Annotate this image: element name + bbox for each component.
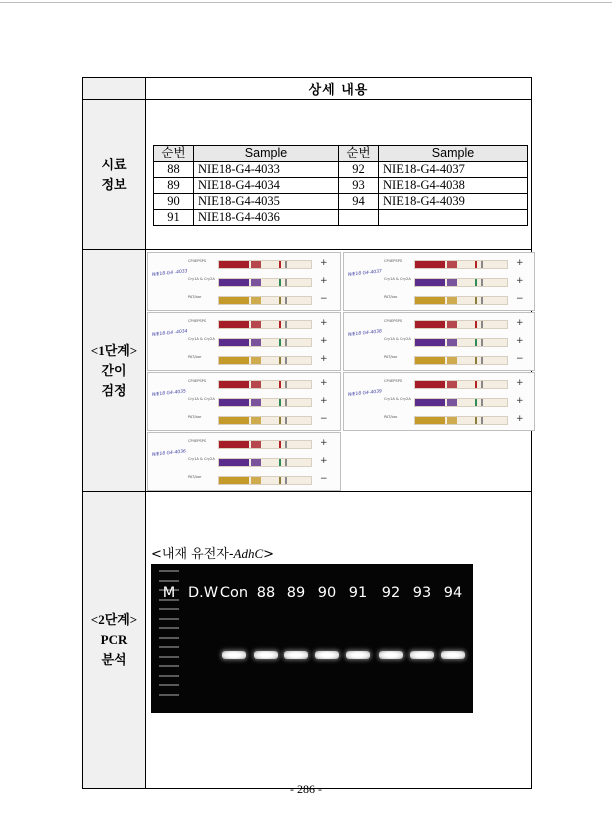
control-line bbox=[481, 261, 483, 268]
sample-pad bbox=[415, 279, 445, 286]
stage2-label: <2단계> PCR 분석 bbox=[83, 492, 146, 789]
control-line bbox=[285, 459, 287, 466]
strip-test-panel bbox=[343, 372, 535, 431]
test-strip bbox=[188, 377, 313, 391]
result-sign: + bbox=[516, 396, 524, 406]
ladder-band bbox=[159, 570, 179, 572]
ladder-band bbox=[159, 694, 179, 696]
test-strip bbox=[384, 257, 509, 271]
strip-body bbox=[218, 260, 312, 269]
conjugate-pad bbox=[251, 417, 261, 424]
sample-table-header: 순번 Sample 순번 Sample bbox=[154, 146, 528, 162]
test-line bbox=[475, 261, 477, 268]
test-line bbox=[475, 321, 477, 328]
sample-info-cell bbox=[146, 100, 532, 250]
strip-test-panel bbox=[147, 372, 341, 431]
lane-label: 90 bbox=[317, 585, 337, 601]
result-sign: + bbox=[320, 336, 328, 346]
strip-test-panel bbox=[147, 312, 341, 371]
result-sign: − bbox=[320, 474, 328, 484]
ladder-band bbox=[159, 646, 179, 648]
strip-label: Cry1A & Cry2A bbox=[188, 277, 215, 281]
test-strip bbox=[188, 353, 313, 367]
handwritten-sample-label: NIE18 G4-4036 bbox=[151, 449, 187, 458]
result-sign: + bbox=[320, 258, 328, 268]
test-line bbox=[279, 321, 281, 328]
control-line bbox=[285, 261, 287, 268]
strip-label: CP4EPSPS bbox=[188, 379, 207, 383]
conjugate-pad bbox=[251, 399, 261, 406]
test-strip bbox=[384, 413, 509, 427]
strip-body bbox=[218, 278, 312, 287]
strip-body bbox=[414, 416, 508, 425]
test-strip bbox=[188, 473, 313, 487]
sample-pad bbox=[415, 381, 445, 388]
top-rule bbox=[0, 2, 612, 3]
detail-header: 상세 내용 bbox=[146, 78, 532, 100]
strip-label: CP4EPSPS bbox=[188, 319, 207, 323]
conjugate-pad bbox=[447, 381, 457, 388]
pcr-band bbox=[346, 651, 370, 659]
conjugate-pad bbox=[447, 261, 457, 268]
strip-body bbox=[218, 416, 312, 425]
strip-body bbox=[218, 476, 312, 485]
test-line bbox=[279, 339, 281, 346]
test-strip bbox=[188, 257, 313, 271]
test-strip bbox=[384, 293, 509, 307]
conjugate-pad bbox=[251, 261, 261, 268]
strip-body bbox=[414, 296, 508, 305]
lane-label: 93 bbox=[412, 585, 432, 601]
control-line bbox=[285, 357, 287, 364]
header-side-cell bbox=[83, 78, 146, 100]
conjugate-pad bbox=[447, 339, 457, 346]
stage2-cell bbox=[146, 492, 532, 789]
sample-pad bbox=[219, 381, 249, 388]
conjugate-pad bbox=[447, 417, 457, 424]
control-line bbox=[481, 381, 483, 388]
strip-body bbox=[218, 296, 312, 305]
handwritten-sample-label: NIE18 G4-4035 bbox=[151, 389, 187, 398]
ladder-band bbox=[159, 618, 179, 620]
result-sign: − bbox=[516, 354, 524, 364]
conjugate-pad bbox=[251, 477, 261, 484]
result-sign: + bbox=[320, 378, 328, 388]
ladder-band bbox=[159, 637, 179, 639]
strip-test-panel bbox=[147, 252, 341, 311]
sample-pad bbox=[415, 297, 445, 304]
test-line bbox=[475, 381, 477, 388]
strip-label: CP4EPSPS bbox=[384, 379, 403, 383]
test-strip bbox=[384, 353, 509, 367]
strip-body bbox=[218, 338, 312, 347]
pcr-band bbox=[441, 651, 465, 659]
lane-label: 88 bbox=[256, 585, 276, 601]
test-line bbox=[475, 279, 477, 286]
ladder-band bbox=[159, 675, 179, 677]
table-row: 89 NIE18-G4-4034 93 NIE18-G4-4038 bbox=[154, 178, 528, 194]
lane-label: M bbox=[162, 585, 176, 601]
strip-body bbox=[414, 320, 508, 329]
lane-label: 92 bbox=[381, 585, 401, 601]
control-line bbox=[481, 339, 483, 346]
strip-test-grid bbox=[146, 250, 531, 491]
test-line bbox=[279, 417, 281, 424]
result-sign: + bbox=[516, 318, 524, 328]
test-line bbox=[475, 417, 477, 424]
test-strip bbox=[188, 437, 313, 451]
table-row: 91 NIE18-G4-4036 bbox=[154, 210, 528, 226]
strip-label: CP4EPSPS bbox=[188, 439, 207, 443]
strip-label: CP4EPSPS bbox=[384, 259, 403, 263]
test-line bbox=[475, 357, 477, 364]
table-row: 88 NIE18-G4-4033 92 NIE18-G4-4037 bbox=[154, 162, 528, 178]
control-line bbox=[285, 417, 287, 424]
control-line bbox=[481, 417, 483, 424]
sample-info-label: 시료 정보 bbox=[83, 100, 146, 250]
ladder-band bbox=[159, 627, 179, 629]
conjugate-pad bbox=[251, 297, 261, 304]
strip-body bbox=[414, 398, 508, 407]
detail-table bbox=[82, 77, 532, 789]
conjugate-pad bbox=[251, 321, 261, 328]
handwritten-sample-label: NIE18-G4 -4034 bbox=[151, 329, 188, 338]
sample-pad bbox=[219, 339, 249, 346]
test-strip bbox=[188, 413, 313, 427]
strip-body bbox=[218, 380, 312, 389]
control-line bbox=[481, 297, 483, 304]
sample-pad bbox=[219, 321, 249, 328]
sample-pad bbox=[219, 261, 249, 268]
strip-label: PAT/bar bbox=[188, 475, 202, 479]
gel-caption: <내재 유전자-AdhC> bbox=[151, 546, 275, 562]
handwritten-sample-label: NIE18 G4-4038 bbox=[347, 329, 383, 338]
strip-label: Cry1A & Cry2A bbox=[188, 397, 215, 401]
result-sign: + bbox=[320, 396, 328, 406]
strip-body bbox=[414, 356, 508, 365]
strip-label: Cry1A & Cry2A bbox=[188, 457, 215, 461]
test-strip bbox=[188, 335, 313, 349]
sample-pad bbox=[415, 399, 445, 406]
control-line bbox=[285, 297, 287, 304]
pcr-band bbox=[379, 651, 403, 659]
strip-body bbox=[218, 458, 312, 467]
strip-test-panel bbox=[343, 312, 535, 371]
strip-body bbox=[414, 380, 508, 389]
handwritten-sample-label: NIE18-G4 -4033 bbox=[151, 269, 188, 278]
ladder-band bbox=[159, 608, 179, 610]
test-line bbox=[279, 477, 281, 484]
strip-label: PAT/bar bbox=[188, 415, 202, 419]
sample-pad bbox=[415, 417, 445, 424]
test-line bbox=[279, 297, 281, 304]
control-line bbox=[285, 441, 287, 448]
control-line bbox=[285, 381, 287, 388]
sample-pad bbox=[415, 357, 445, 364]
strip-label: Cry1A & Cry2A bbox=[188, 337, 215, 341]
control-line bbox=[285, 339, 287, 346]
pcr-gel-image bbox=[151, 564, 473, 713]
ladder-band bbox=[159, 684, 179, 686]
lane-label: D.W bbox=[187, 585, 219, 601]
stage1-cell bbox=[146, 250, 532, 492]
pcr-band bbox=[254, 651, 278, 659]
test-strip bbox=[188, 293, 313, 307]
test-strip bbox=[188, 455, 313, 469]
strip-body bbox=[218, 356, 312, 365]
result-sign: − bbox=[320, 294, 328, 304]
test-line bbox=[279, 261, 281, 268]
test-strip bbox=[188, 317, 313, 331]
test-line bbox=[279, 279, 281, 286]
result-sign: + bbox=[320, 354, 328, 364]
table-row: 90 NIE18-G4-4035 94 NIE18-G4-4039 bbox=[154, 194, 528, 210]
control-line bbox=[285, 399, 287, 406]
result-sign: + bbox=[516, 336, 524, 346]
test-line bbox=[279, 357, 281, 364]
lane-label: 91 bbox=[348, 585, 368, 601]
handwritten-sample-label: NIE18 G4-4037 bbox=[347, 269, 383, 278]
test-strip bbox=[384, 317, 509, 331]
ladder-band bbox=[159, 665, 179, 667]
result-sign: + bbox=[516, 276, 524, 286]
strip-label: CP4EPSPS bbox=[384, 319, 403, 323]
conjugate-pad bbox=[447, 399, 457, 406]
strip-test-panel bbox=[343, 252, 535, 311]
stage1-label: <1단계> 간이 검정 bbox=[83, 250, 146, 492]
sample-pad bbox=[415, 261, 445, 268]
lane-label: 94 bbox=[443, 585, 463, 601]
handwritten-sample-label: NIE18 G4-4039 bbox=[347, 389, 383, 398]
test-strip bbox=[188, 275, 313, 289]
sample-pad bbox=[219, 417, 249, 424]
control-line bbox=[481, 399, 483, 406]
control-line bbox=[285, 279, 287, 286]
conjugate-pad bbox=[251, 279, 261, 286]
sample-table bbox=[153, 145, 528, 226]
test-line bbox=[475, 339, 477, 346]
result-sign: + bbox=[320, 318, 328, 328]
strip-label: Cry1A & Cry2A bbox=[384, 337, 411, 341]
pcr-band bbox=[222, 651, 246, 659]
result-sign: + bbox=[516, 414, 524, 424]
strip-body bbox=[414, 338, 508, 347]
control-line bbox=[481, 321, 483, 328]
control-line bbox=[285, 477, 287, 484]
sample-pad bbox=[219, 357, 249, 364]
test-line bbox=[279, 441, 281, 448]
result-sign: + bbox=[516, 258, 524, 268]
result-sign: + bbox=[320, 438, 328, 448]
strip-label: PAT/bar bbox=[384, 295, 398, 299]
strip-body bbox=[218, 398, 312, 407]
result-sign: − bbox=[516, 294, 524, 304]
conjugate-pad bbox=[251, 339, 261, 346]
conjugate-pad bbox=[251, 459, 261, 466]
test-strip bbox=[188, 395, 313, 409]
ladder-band bbox=[159, 580, 179, 582]
test-strip bbox=[384, 395, 509, 409]
sample-pad bbox=[415, 321, 445, 328]
page-number: - 286 - bbox=[290, 782, 322, 796]
strip-body bbox=[218, 320, 312, 329]
conjugate-pad bbox=[251, 357, 261, 364]
result-sign: + bbox=[320, 456, 328, 466]
strip-label: CP4EPSPS bbox=[188, 259, 207, 263]
conjugate-pad bbox=[447, 321, 457, 328]
strip-label: PAT/bar bbox=[188, 295, 202, 299]
test-line bbox=[279, 399, 281, 406]
strip-body bbox=[414, 260, 508, 269]
control-line bbox=[285, 321, 287, 328]
result-sign: − bbox=[320, 414, 328, 424]
conjugate-pad bbox=[251, 381, 261, 388]
control-line bbox=[481, 279, 483, 286]
sample-pad bbox=[219, 399, 249, 406]
conjugate-pad bbox=[447, 279, 457, 286]
conjugate-pad bbox=[447, 297, 457, 304]
lane-label: Con bbox=[219, 585, 249, 601]
lane-label: 89 bbox=[286, 585, 306, 601]
result-sign: + bbox=[516, 378, 524, 388]
strip-label: PAT/bar bbox=[384, 355, 398, 359]
test-strip bbox=[384, 377, 509, 391]
pcr-band bbox=[410, 651, 434, 659]
pcr-band bbox=[315, 651, 339, 659]
sample-pad bbox=[219, 297, 249, 304]
sample-pad bbox=[219, 459, 249, 466]
test-line bbox=[279, 381, 281, 388]
test-strip bbox=[384, 275, 509, 289]
strip-body bbox=[218, 440, 312, 449]
test-line bbox=[475, 297, 477, 304]
test-strip bbox=[384, 335, 509, 349]
strip-test-panel bbox=[147, 432, 341, 491]
sample-pad bbox=[415, 339, 445, 346]
strip-label: Cry1A & Cry2A bbox=[384, 277, 411, 281]
strip-label: PAT/bar bbox=[384, 415, 398, 419]
sample-pad bbox=[219, 441, 249, 448]
test-line bbox=[279, 459, 281, 466]
test-line bbox=[475, 399, 477, 406]
conjugate-pad bbox=[447, 357, 457, 364]
result-sign: + bbox=[320, 276, 328, 286]
sample-pad bbox=[219, 279, 249, 286]
conjugate-pad bbox=[251, 441, 261, 448]
strip-body bbox=[414, 278, 508, 287]
strip-label: PAT/bar bbox=[188, 355, 202, 359]
strip-label: Cry1A & Cry2A bbox=[384, 397, 411, 401]
sample-pad bbox=[219, 477, 249, 484]
ladder-band bbox=[159, 656, 179, 658]
pcr-band bbox=[284, 651, 308, 659]
control-line bbox=[481, 357, 483, 364]
